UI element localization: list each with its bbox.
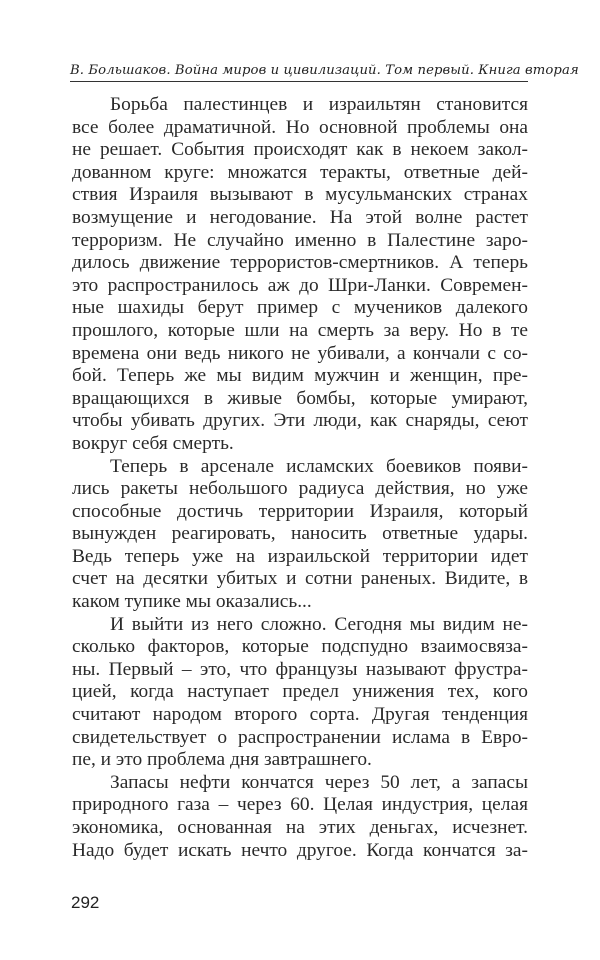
page-number: 292 (71, 893, 100, 912)
text-line: ствия Израиля вызывают в мусульманских странах (72, 184, 528, 206)
text-line: Надо будет искать нечто другое. Когда кончатся за- (72, 839, 528, 861)
text-line: Ведь теперь уже на израильской территории идет (72, 545, 528, 567)
text-line: свидетельствует о распространении ислама в Евро- (72, 726, 528, 748)
text-line: чтобы убивать других. Эти люди, как снаряды, сеют (72, 410, 528, 432)
text-line: дованном круге: множатся теракты, ответные дей- (72, 161, 528, 183)
body-text (72, 94, 528, 862)
text-line: цией, когда наступает предел унижения тех, кого (72, 681, 528, 703)
text-line: вынужден реагировать, наносить ответные удары. (72, 523, 528, 545)
text-line: времена они ведь никого не убивали, а кончали с со- (72, 342, 528, 364)
text-line: сколько факторов, которые подспудно взаимосвяза- (72, 636, 528, 658)
running-header: В. Большаков. Война миров и цивилизаций. Том первый. Книга вторая (70, 63, 528, 82)
text-line: каком тупике мы оказались... (72, 591, 312, 613)
text-line: ные шахиды берут пример с мучеников далекого (72, 297, 528, 319)
text-line: способные достичь территории Израиля, который (72, 500, 528, 522)
text-line: пе, и это проблема дня завтрашнего. (72, 749, 372, 771)
text-line: терроризм. Не случайно именно в Палестине заро- (72, 229, 528, 251)
text-line: лись ракеты небольшого радиуса действия, но уже (72, 478, 528, 500)
text-line: И выйти из него сложно. Сегодня мы видим не- (110, 613, 528, 635)
text-line: все более драматичной. Но основной проблемы она (72, 116, 528, 138)
text-line: это распространилось аж до Шри-Ланки. Современ- (72, 274, 528, 296)
text-line: вращающихся в живые бомбы, которые умирают, (72, 387, 528, 409)
text-line: бой. Теперь же мы видим мужчин и женщин, пре- (72, 365, 528, 387)
text-line: дилось движение террористов-смертников. А теперь (72, 252, 528, 274)
text-line: Борьба палестинцев и израильтян становится (110, 94, 528, 115)
text-line: экономика, основанная на этих деньгах, исчезнет. (72, 817, 528, 838)
text-line: считают народом второго сорта. Другая тенденция (72, 704, 528, 726)
text-line: счет на десятки убитых и сотни раненых. Видите, в (72, 568, 528, 590)
text-line: ны. Первый – это, что французы называют фрустра- (72, 658, 528, 680)
text-line: Запасы нефти кончатся через 50 лет, а запасы (110, 771, 528, 793)
text-line: Теперь в арсенале исламских боевиков появи- (110, 455, 528, 477)
text-line: прошлого, которые шли на смерть за веру. Но в те (72, 319, 528, 341)
text-line: возмущение и негодование. На этой волне растет (72, 206, 528, 228)
text-line: природного газа – через 60. Целая индустрия, целая (72, 794, 528, 816)
text-line: вокруг себя смерть. (72, 432, 234, 454)
text-line: не решает. События происходят как в некоем закол- (72, 139, 528, 161)
